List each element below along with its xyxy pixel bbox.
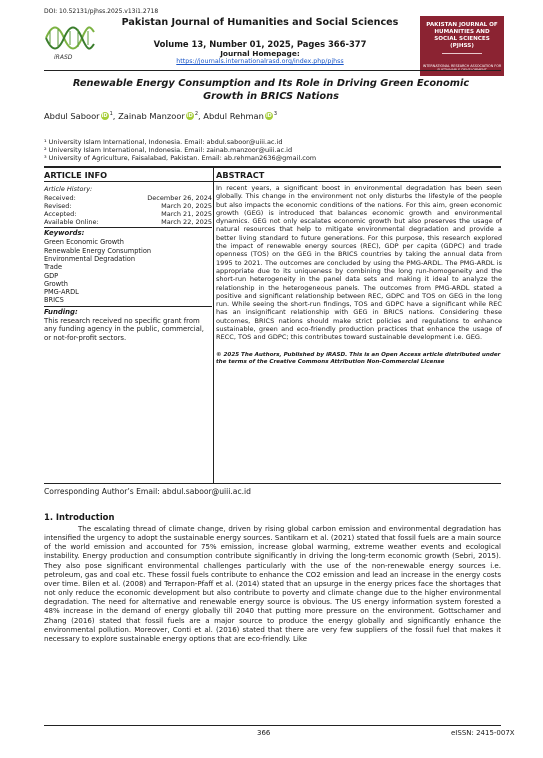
funding-label: Funding: — [44, 307, 78, 316]
history-row-date: March 20, 2025 — [161, 201, 212, 210]
corresponding-author: Corresponding Author’s Email: abdul.saboor@uiii.ac.id — [44, 487, 251, 496]
cover-logo-divider — [442, 53, 482, 54]
paper-title: Renewable Energy Consumption and Its Role in Driving Green Economic Growth in BRICS Nations — [72, 78, 470, 102]
affiliation: ¹ University Islam International, Indonesia. Email: abdul.saboor@uiii.ac.id — [44, 138, 283, 146]
history-row — [44, 194, 212, 202]
introduction-text — [44, 524, 501, 643]
homepage-link[interactable]: https://journals.internationalrasd.org/index.php/pjhss — [176, 58, 344, 65]
introduction-heading: 1. Introduction — [44, 512, 115, 522]
section-header-rule — [44, 181, 501, 182]
journal-cover-logo — [420, 16, 504, 76]
copyright-notice: © 2025 The Authors, Published by iRASD. This is an Open Access article distributed under the terms of the Creative Commons Attribution Non-Commercial License — [216, 351, 501, 365]
abstract-text: In recent years, a significant boost in environmental degradation has been seen globally. This change in the environment not only disturbs the lifestyle of the people but also impacts the economic conditions of the nations. For this aim, green economic growth (GEG) is introduced that balances economic growth and environmental dynamics. GEG not only escalates economic growth but also preserves the usage of natural resources that help to mitigate environmental degradation and provide a better living standard to future generations. For this purpose, this research explored the impact of renewable energy sources (REC), GDP per capita (GDPC) and trade openness (TOS) on the GEG in the BRICS countries by taking the annual data from 1995 to 2021. The outcomes are concluded by using the PMG-ARDL. The PMG-ARDL is appropriate due to its uniqueness by combining the long run-homogeneity and the short-run heterogeneity in the panel data sets and making it ideal to analyze the relationship in the heterogeneous panels. The outcomes from PMG-ARDL stated a positive and significant relationship between REC, GDPC and TOS on GEG in the long run. While seeing the short-run findings, TOS and GDPC have a significant while REC has an insignificant relationship with GEG in BRICS nations. Considering these outcomes, BRICS nations should make strict policies and regulations to enhance sustainable, green and eco-friendly production practices that enhance the usage of RECC, TOS and GDPC; this contributes toward sustainable development i.e. GEG. — [216, 184, 502, 342]
journal-header — [110, 17, 410, 66]
history-row-label: Accepted: — [44, 209, 77, 218]
keywords-label: Keywords: — [44, 229, 85, 238]
doi-line: DOI: 10.52131/pjhss.2025.v13i1.2718 — [44, 8, 159, 15]
history-row-label: Available Online: — [44, 218, 99, 227]
issue-info: Volume 13, Number 01, 2025, Pages 366-377 — [153, 39, 367, 49]
keyword: BRICS — [44, 296, 64, 305]
abstract-heading: ABSTRACT — [216, 170, 265, 180]
history-label: Article History: — [44, 185, 93, 193]
abstract-panel — [216, 184, 502, 366]
info-divider — [44, 227, 212, 228]
history-row-date: March 21, 2025 — [161, 209, 212, 218]
history-row-date: March 22, 2025 — [161, 218, 212, 227]
history-row — [44, 202, 212, 210]
dna-helix-icon — [44, 22, 96, 54]
cover-logo-title: PAKISTAN JOURNAL OF HUMANITIES AND SOCIAL SCIENCES (PJHSS) — [426, 22, 498, 49]
keyword: Renewable Energy Consumption — [44, 246, 152, 255]
orcid-icon[interactable]: iD — [101, 113, 108, 119]
affiliation: ³ University of Agriculture, Faisalabad, Pakistan. Email: ab.rehman2636@gmail.com — [44, 154, 317, 162]
history-row — [44, 210, 212, 218]
author-separator: , — [198, 111, 204, 121]
history-row — [44, 218, 212, 226]
introduction-body: The escalating thread of climate change, driven by rising global carbon emission and environmental degradation has intensified the urgency to adopt the sustainable energy sources. Santikarn et al. (2021) stated that fossil fuels are a main source of the world emission and accounted for 75% emission, increase global warming, extreme weather events and ecological instability. Energy production and consumption contribute significantly in driving the long-term economic growth (Sebri, 2015). They also pose significant environmental challenges particularly with the use of the non-renewable energy sources i.e. petroleum, gas and coal etc. These fossil fuels contribute to enhance the CO2 emission and lead an increase in the energy costs over time. Bilen et al. (2008) and Terrapon-Pfaff et al. (2014) stated that an upsurge in the energy prices face the shortages that not only reduce the economic development but also contribute to poverty and climate change due to the higher environmental degradation. The need for alternative and renewable energy source is obvious. The US energy information system forested a 48% increase in the demand of energy globally till 2040 that putting more pressure on the environment. Gottschamer and Zhang (2016) stated that fossil fuels are a major source to produce the energy globally and significantly enhance the environmental pollution. Moreover, Conti et al. (2016) stated that there are very few suppliers of the fossil fuel that makes it necessary to explore sustainable energy options that are eco-friendly. Like — [44, 524, 501, 643]
author-name: Zainab Manzoor — [118, 111, 185, 121]
funding-statement: This research received no specific grant from any funding agency in the public, commercial, or not-for-profit sectors. — [44, 316, 204, 342]
author-separator: , — [112, 111, 119, 121]
header-divider — [44, 70, 501, 71]
keyword: Trade — [44, 263, 63, 272]
journal-title: Pakistan Journal of Humanities and Social Sciences — [121, 17, 399, 28]
article-info-heading: ARTICLE INFO — [44, 170, 108, 180]
author-name: Abdul Rehman — [203, 111, 264, 121]
keyword: PMG-ARDL — [44, 288, 79, 297]
column-divider — [213, 166, 214, 483]
author-list — [44, 111, 277, 121]
page-number: 366 — [257, 729, 271, 737]
author-affil-marker: 1 — [109, 111, 113, 118]
history-row-label: Revised: — [44, 201, 72, 210]
history-row-label: Received: — [44, 193, 76, 202]
keyword: Green Economic Growth — [44, 238, 124, 247]
affiliation: ² University Islam International, Indonesia. Email: zainab.manzoor@uiii.ac.id — [44, 146, 293, 154]
orcid-icon[interactable]: iD — [186, 113, 193, 119]
author-name: Abdul Saboor — [44, 111, 100, 121]
section-top-rule — [44, 166, 501, 168]
issn: eISSN: 2415-007X — [451, 729, 515, 737]
keyword: GDP — [44, 271, 59, 280]
keyword: Environmental Degradation — [44, 254, 135, 263]
author-affil-marker: 3 — [273, 111, 278, 118]
keyword: Growth — [44, 279, 68, 288]
author-affil-marker: 2 — [194, 111, 198, 118]
history-row-date: December 26, 2024 — [147, 193, 212, 202]
article-info-panel — [44, 185, 212, 342]
info-divider — [44, 306, 212, 307]
footer-rule — [44, 725, 501, 726]
orcid-icon[interactable]: iD — [265, 113, 272, 119]
logo-abbreviation: iRASD — [54, 54, 73, 61]
irasd-logo — [44, 22, 96, 64]
cover-logo-subtitle: INTERNATIONAL RESEARCH ASSOCIATION FOR — [422, 64, 502, 68]
homepage-label: Journal Homepage: — [220, 49, 300, 58]
section-bottom-rule — [44, 483, 501, 484]
